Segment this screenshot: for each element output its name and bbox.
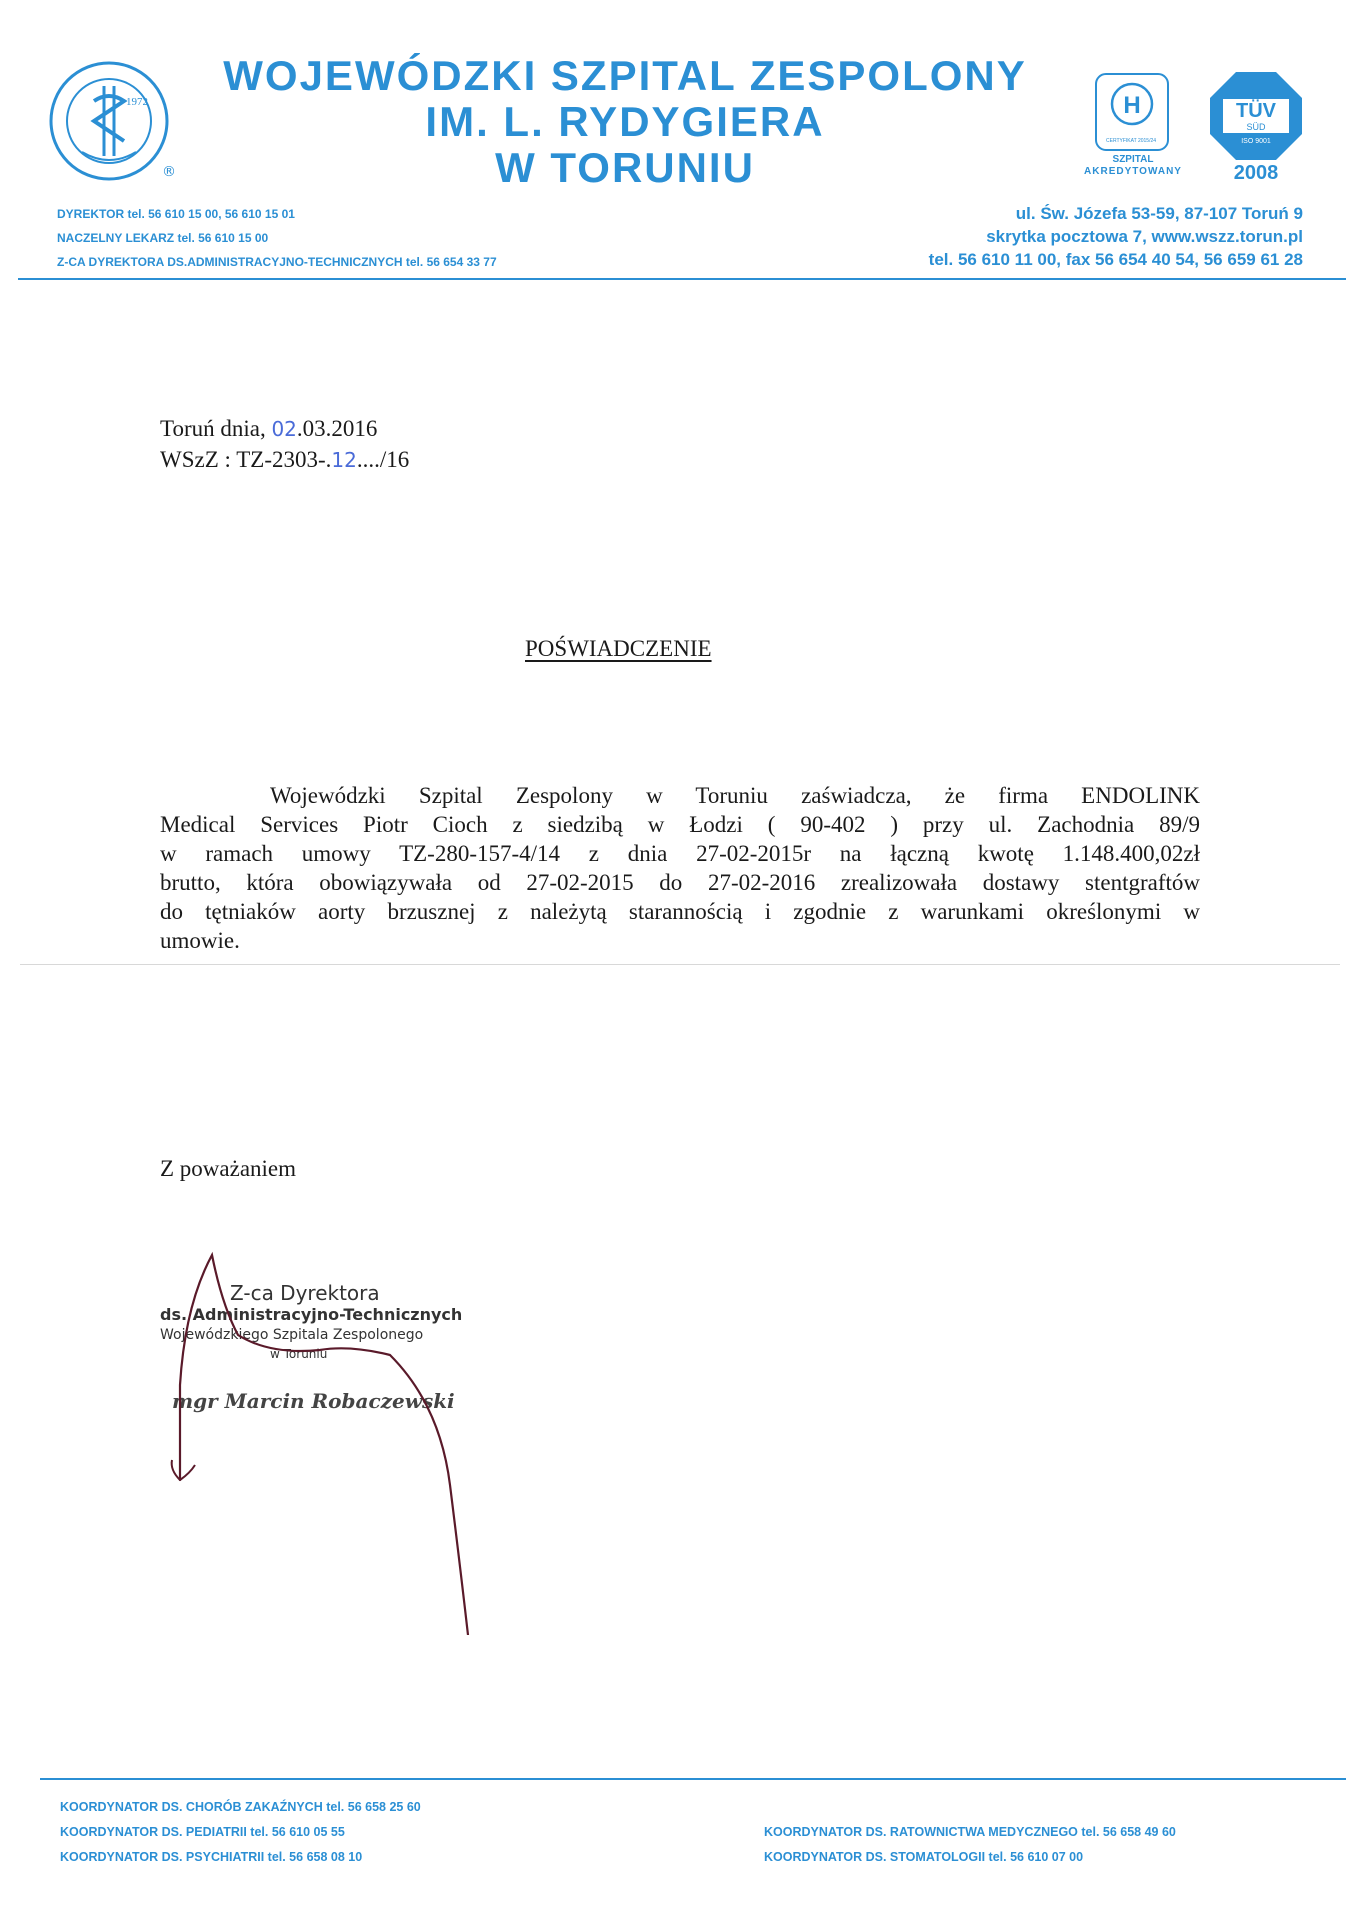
- accreditation-label-2: AKREDYTOWANY: [1084, 166, 1182, 177]
- logo-year: 1972: [126, 96, 148, 108]
- tuv-sub-text: SÜD: [1246, 122, 1266, 132]
- tuv-logo-text: TÜV: [1236, 100, 1276, 122]
- contact-chief-physician: NACZELNY LEKARZ tel. 56 610 15 00: [57, 231, 269, 245]
- tuv-certificate-badge: [1208, 70, 1304, 186]
- letter-date: [160, 416, 377, 442]
- hospital-phone-fax: tel. 56 610 11 00, fax 56 654 40 54, 56 659 61 28: [928, 250, 1303, 269]
- date-prefix: Toruń dnia,: [160, 416, 272, 441]
- accreditation-cert-text: CERTYFIKAT 2015/24: [1106, 138, 1157, 144]
- stamp-signatory-name: mgr Marcin Robaczewski: [172, 1389, 455, 1413]
- accreditation-label-1: SZPITAL: [1112, 154, 1154, 165]
- handwritten-signature: [150, 1245, 490, 1635]
- footer-psychiatry-coordinator: KOORDYNATOR DS. PSYCHIATRII tel. 56 658 08 10: [60, 1850, 363, 1864]
- body-line-2: Medical Services Piotr Cioch z siedzibą w Łodzi ( 90-402 ) przy ul. Zachodnia 89/9: [160, 812, 1200, 837]
- footer-pediatrics-coordinator: KOORDYNATOR DS. PEDIATRII tel. 56 610 05 55: [60, 1825, 345, 1839]
- svg-text:H: H: [1123, 92, 1141, 119]
- tuv-year: 2008: [1233, 162, 1279, 184]
- reference-number-handwritten: 12: [331, 448, 357, 472]
- footer-infectious-diseases-coordinator: KOORDYNATOR DS. CHORÓB ZAKAŹNYCH tel. 56 658 25 60: [60, 1800, 421, 1814]
- date-suffix: .03.2016: [296, 416, 378, 441]
- reference-suffix: ..../16: [356, 447, 410, 472]
- footer-emergency-coordinator: KOORDYNATOR DS. RATOWNICTWA MEDYCZNEGO tel. 56 658 49 60: [764, 1825, 1176, 1839]
- body-line-4: brutto, która obowiązywała od 27-02-2015 do 27-02-2016 zrealizowała dostawy stentgraftów: [160, 870, 1200, 895]
- stamp-city: w Toruniu: [270, 1347, 328, 1361]
- footer-divider: [40, 1778, 1346, 1780]
- stamp-department: ds. Administracyjno-Technicznych: [160, 1305, 463, 1324]
- hospital-name-line2: IM. L. RYDYGIERA: [425, 98, 825, 145]
- accreditation-badge: [1078, 72, 1188, 182]
- hospital-name-line3: W TORUNIU: [495, 144, 755, 191]
- date-day-handwritten: 02: [271, 417, 297, 441]
- letter-heading: POŚWIADCZENIE: [525, 636, 712, 661]
- closing-salutation: Z poważaniem: [160, 1156, 297, 1181]
- contact-deputy-director: Z-CA DYREKTORA DS.ADMINISTRACYJNO-TECHNICZNYCH tel. 56 654 33 77: [57, 255, 497, 269]
- logo-registered-mark: ®: [162, 164, 176, 180]
- contact-director: DYREKTOR tel. 56 610 15 00, 56 610 15 01: [57, 207, 295, 221]
- scan-fold-line: [20, 964, 1340, 965]
- footer-dentistry-coordinator: KOORDYNATOR DS. STOMATOLOGII tel. 56 610 07 00: [764, 1850, 1084, 1864]
- hospital-address: ul. Św. Józefa 53-59, 87-107 Toruń 9: [1015, 204, 1303, 223]
- stamp-hospital: Wojewódzkiego Szpitala Zespolonego: [160, 1327, 424, 1343]
- body-last-line: umowie.: [160, 928, 240, 953]
- hospital-logo: [44, 56, 174, 186]
- body-line-5: do tętniaków aorty brzusznej z należytą starannością i zgodnie z warunkami określonymi w: [160, 899, 1200, 924]
- hospital-name-line1: WOJEWÓDZKI SZPITAL ZESPOLONY: [223, 52, 1027, 99]
- hospital-po-box-website: skrytka pocztowa 7, www.wszz.torun.pl: [986, 227, 1303, 246]
- tuv-iso-text: ISO 9001: [1241, 138, 1271, 145]
- header-divider: [18, 278, 1346, 280]
- reference-prefix: WSzZ : TZ-2303-.: [160, 447, 332, 472]
- stamp-title: Z-ca Dyrektora: [230, 1281, 380, 1305]
- body-line-3: w ramach umowy TZ-280-157-4/14 z dnia 27-02-2015r na łączną kwotę 1.148.400,02zł: [160, 841, 1200, 866]
- letter-reference: [160, 447, 409, 473]
- body-line-1: Wojewódzki Szpital Zespolony w Toruniu zaświadcza, że firma ENDOLINK: [270, 783, 1200, 808]
